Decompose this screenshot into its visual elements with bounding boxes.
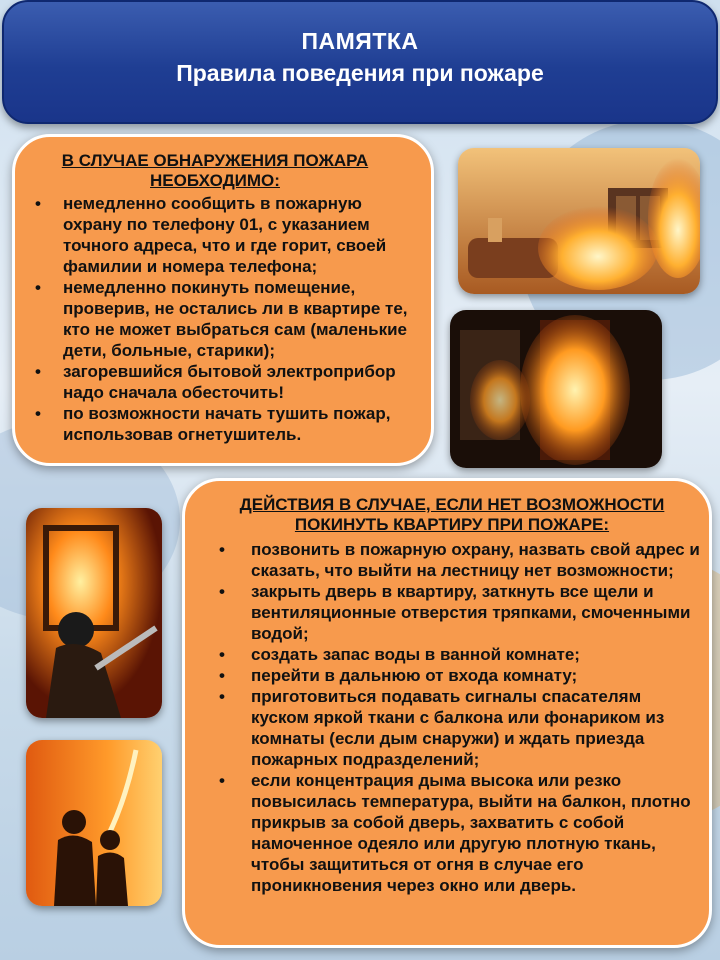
list-item: • немедленно покинуть помещение, проверив, не остались ли в квартире те, кто не может выбраться сам (маленькие дети, больные, старики);	[35, 277, 421, 361]
page-header	[2, 0, 718, 124]
fire-detection-heading: В СЛУЧАЕ ОБНАРУЖЕНИЯ ПОЖАРА НЕОБХОДИМО:	[61, 151, 369, 190]
burning-doorway-photo	[450, 310, 662, 468]
list-item: • закрыть дверь в квартиру, заткнуть все щели и вентиляционные отверстия тряпками, смоченными водой;	[213, 581, 701, 644]
fire-detection-panel	[12, 134, 434, 466]
page-subtitle: Правила поведения при пожаре	[176, 60, 544, 86]
firefighter-photo	[26, 508, 162, 718]
list-item: • по возможности начать тушить пожар, использовав огнетушитель.	[35, 403, 421, 445]
no-exit-actions-heading: ДЕЙСТВИЯ В СЛУЧАЕ, ЕСЛИ НЕТ ВОЗМОЖНОСТИ ПОКИНУТЬ КВАРТИРУ ПРИ ПОЖАРЕ:	[239, 495, 665, 534]
firefighters-silhouette-photo	[26, 740, 162, 906]
list-item: • если концентрация дыма высока или резко повысилась температура, выйти на балкон, плотно прикрыв за собой дверь, захватить с собой намоченное одеяло или другую плотную ткань, чтобы защититься от огня в случае его проникновения через окно или дверь.	[213, 770, 701, 896]
list-item: • создать запас воды в ванной комнате;	[213, 644, 701, 665]
no-exit-actions-panel	[182, 478, 712, 948]
list-item: • немедленно сообщить в пожарную охрану по телефону 01, с указанием точного адреса, что и где горит, своей фамилии и номера телефона;	[35, 193, 421, 277]
fire-detection-list	[35, 193, 421, 445]
list-item: • позвонить в пожарную охрану, назвать свой адрес и сказать, что выйти на лестницу нет возможности;	[213, 539, 701, 581]
list-item: • загоревшийся бытовой электроприбор надо сначала обесточить!	[35, 361, 421, 403]
no-exit-actions-list	[213, 539, 701, 896]
list-item: • приготовиться подавать сигналы спасателям куском яркой ткани с балкона или фонариком из комнаты (если дым снаружи) и ждать приезда пожарных подразделений;	[213, 686, 701, 770]
list-item: • перейти в дальнюю от входа комнату;	[213, 665, 701, 686]
firefighters-silhouette-image	[26, 740, 162, 906]
burning-room-photo	[458, 148, 700, 294]
burning-doorway-image	[450, 310, 662, 468]
firefighter-image	[26, 508, 162, 718]
page-title: ПАМЯТКА	[301, 28, 419, 54]
burning-room-image	[458, 148, 700, 294]
